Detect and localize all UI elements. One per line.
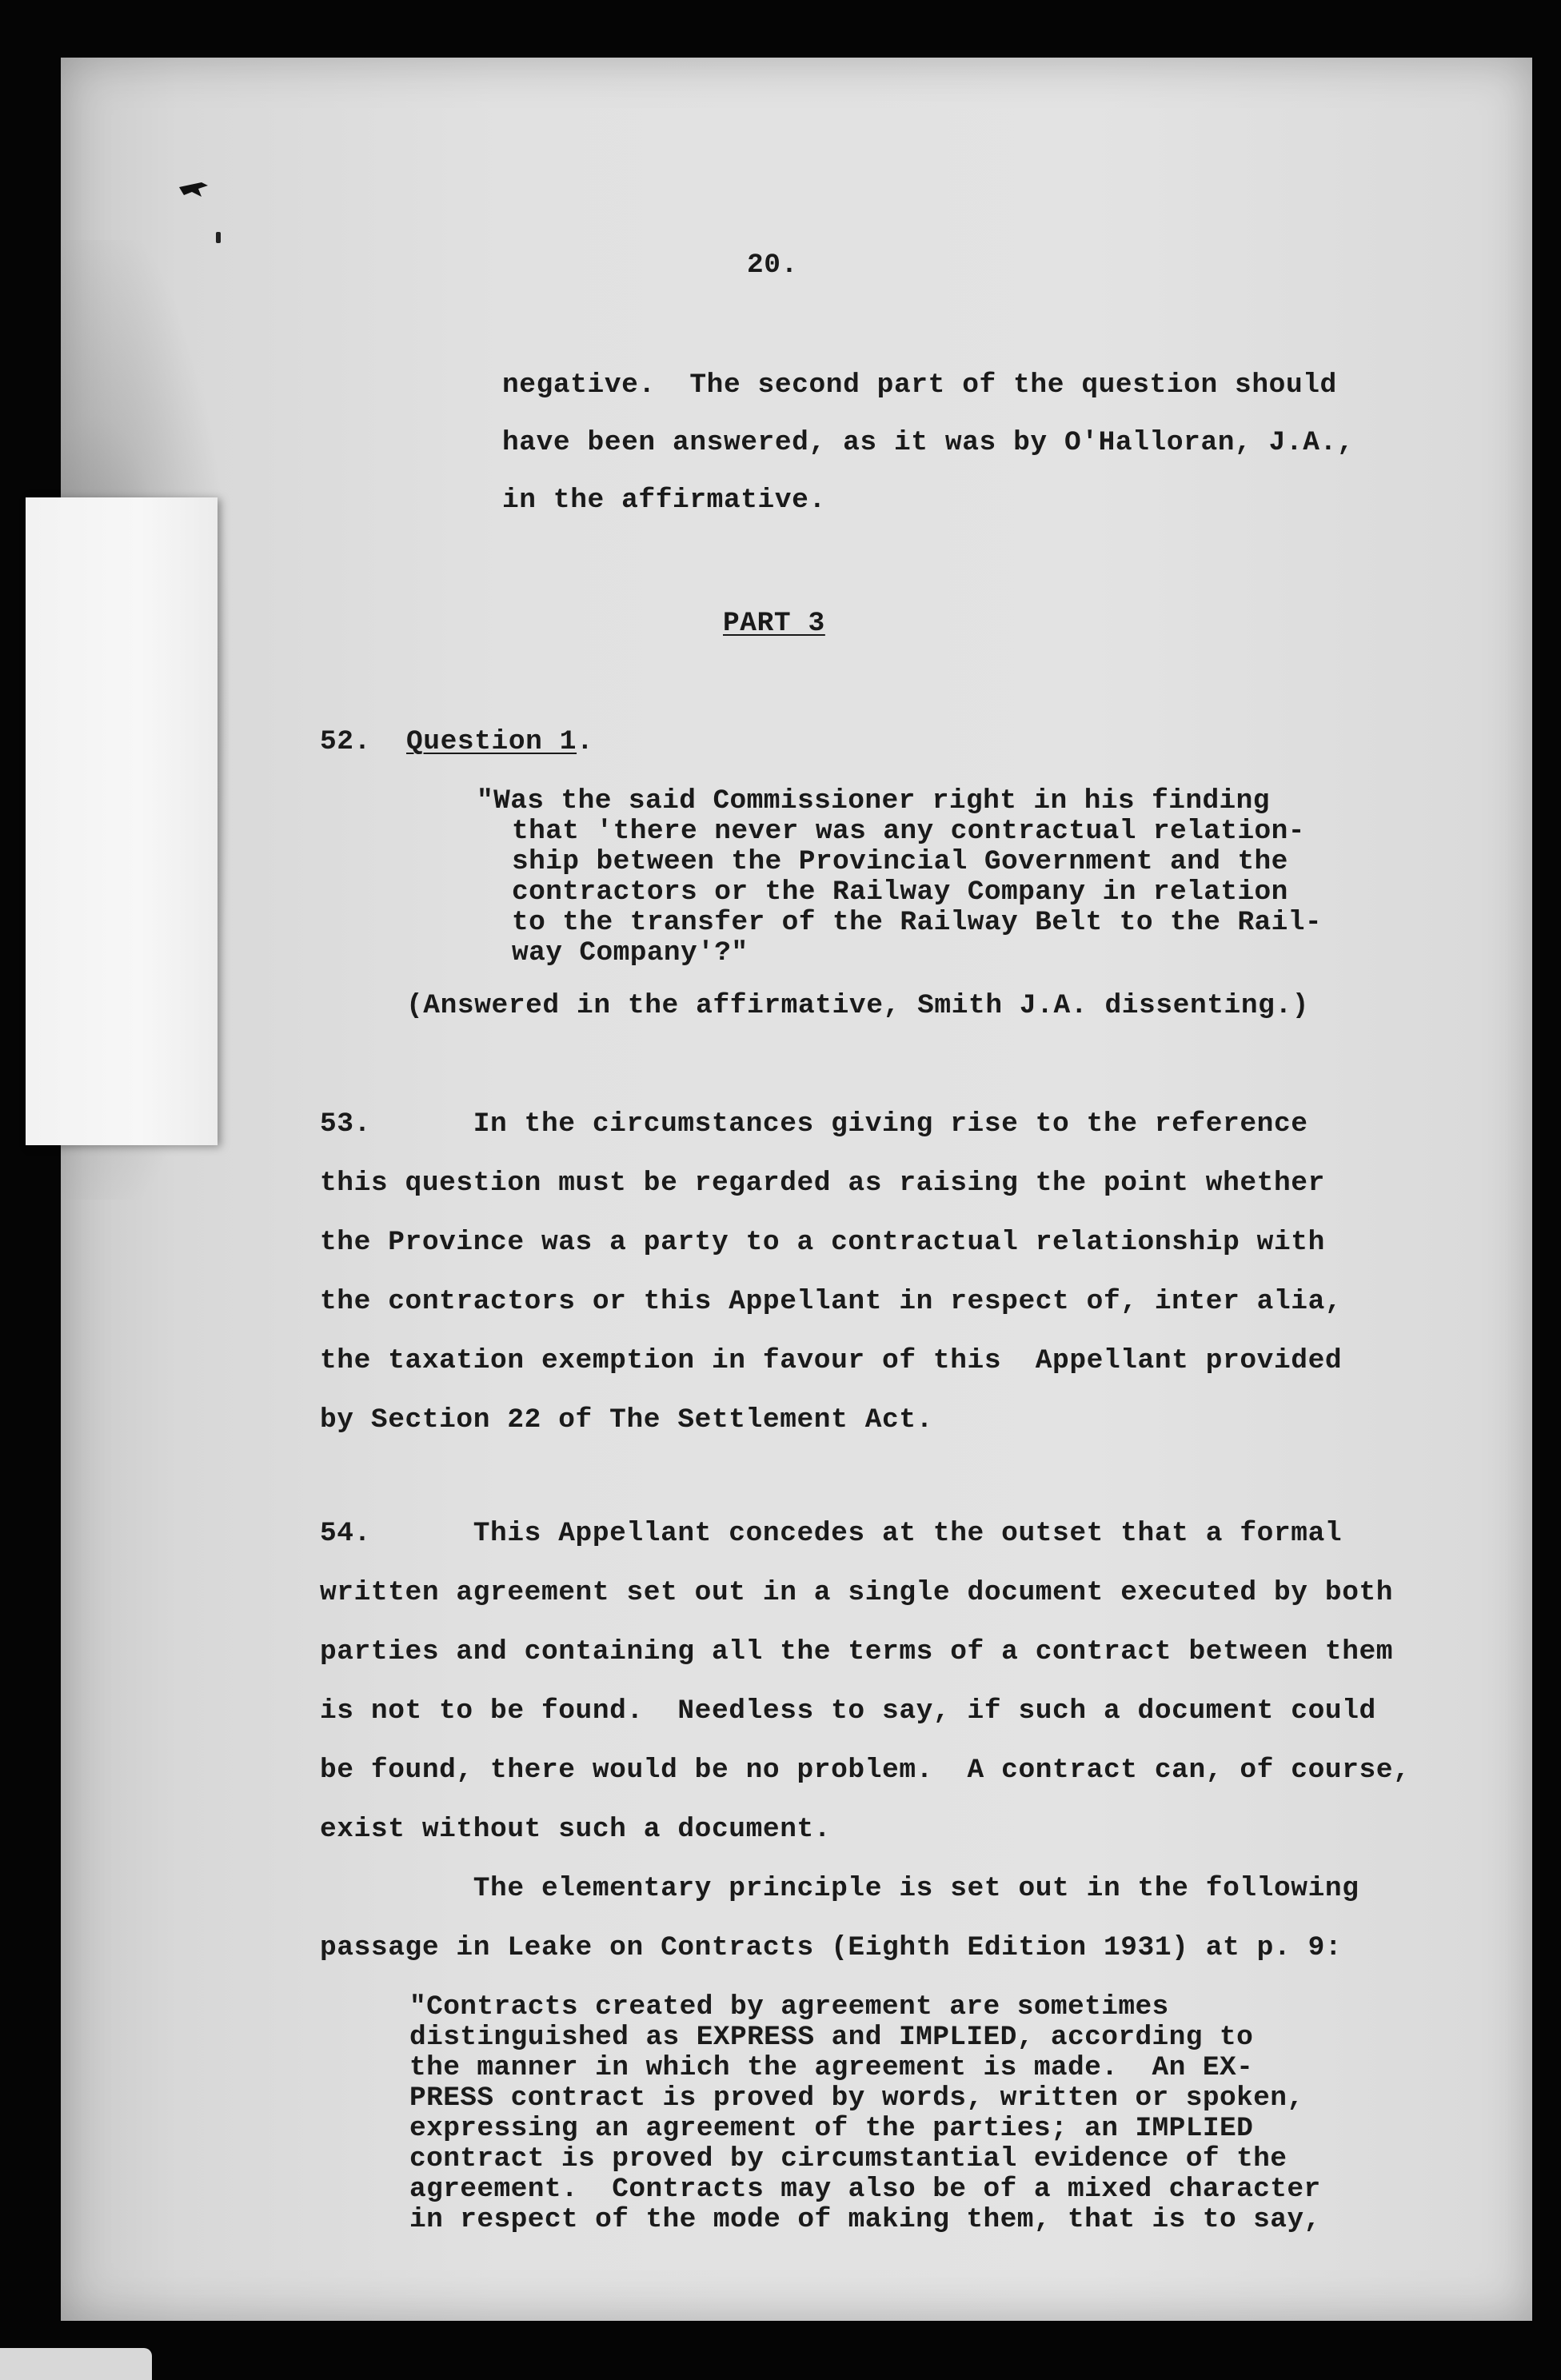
question-heading: [406, 726, 593, 757]
leake-quote-line: the manner in which the agreement is made. An EX-: [409, 2052, 1254, 2083]
question-answer: (Answered in the affirmative, Smith J.A. dissenting.): [406, 990, 1310, 1021]
leake-quote-line: distinguished as EXPRESS and IMPLIED, according to: [409, 2022, 1254, 2053]
intro-line: negative. The second part of the question should: [502, 369, 1337, 401]
para54-line: is not to be found. Needless to say, if such a document could: [320, 1695, 1376, 1727]
scan-edge: [0, 2348, 152, 2380]
question-quote-line: to the transfer of the Railway Belt to the Rail-: [512, 907, 1322, 938]
para54-line: passage in Leake on Contracts (Eighth Edition 1931) at p. 9:: [320, 1932, 1343, 1963]
para54-line: parties and containing all the terms of a contract between them: [320, 1636, 1394, 1667]
question-quote-line: that 'there never was any contractual relation-: [512, 816, 1305, 847]
para54-line: 54. This Appellant concedes at the outset that a formal: [320, 1518, 1343, 1549]
para54-line: exist without such a document.: [320, 1814, 832, 1845]
ink-mark-icon: [178, 178, 210, 210]
leake-quote-line: in respect of the mode of making them, that is to say,: [409, 2204, 1321, 2235]
question-quote-line: ship between the Provincial Government and the: [512, 846, 1288, 877]
ink-dot: [216, 232, 221, 243]
leake-quote-line: contract is proved by circumstantial evidence of the: [409, 2143, 1288, 2174]
question-suffix: .: [577, 726, 594, 757]
question-label: Question 1: [406, 726, 577, 757]
intro-line: in the affirmative.: [502, 485, 826, 516]
attached-paper-slip: [26, 497, 218, 1145]
question-quote-line: way Company'?": [512, 937, 749, 968]
leake-quote-line: expressing an agreement of the parties; an IMPLIED: [409, 2113, 1254, 2144]
para54-line: be found, there would be no problem. A contract can, of course,: [320, 1755, 1411, 1786]
question-quote-line: "Was the said Commissioner right in his finding: [477, 785, 1270, 817]
leake-quote-line: PRESS contract is proved by words, written or spoken,: [409, 2082, 1304, 2114]
para53-line: 53. In the circumstances giving rise to the reference: [320, 1108, 1308, 1140]
para53-line: the Province was a party to a contractual relationship with: [320, 1227, 1325, 1258]
leake-quote-line: "Contracts created by agreement are sometimes: [409, 1991, 1169, 2023]
part-heading: PART 3: [723, 608, 825, 639]
page-number: 20.: [747, 250, 798, 281]
para54-line: written agreement set out in a single document executed by both: [320, 1577, 1394, 1608]
leake-quote-line: agreement. Contracts may also be of a mixed character: [409, 2174, 1321, 2205]
para53-line: this question must be regarded as raising the point whether: [320, 1168, 1325, 1199]
question-quote-line: contractors or the Railway Company in relation: [512, 877, 1288, 908]
para54-line: The elementary principle is set out in the following: [320, 1873, 1359, 1904]
intro-line: have been answered, as it was by O'Halloran, J.A.,: [502, 427, 1355, 458]
para53-line: the contractors or this Appellant in respect of, inter alia,: [320, 1286, 1343, 1317]
para53-line: by Section 22 of The Settlement Act.: [320, 1404, 933, 1436]
para-number-52: 52.: [320, 726, 371, 757]
para53-line: the taxation exemption in favour of this Appellant provided: [320, 1345, 1343, 1376]
